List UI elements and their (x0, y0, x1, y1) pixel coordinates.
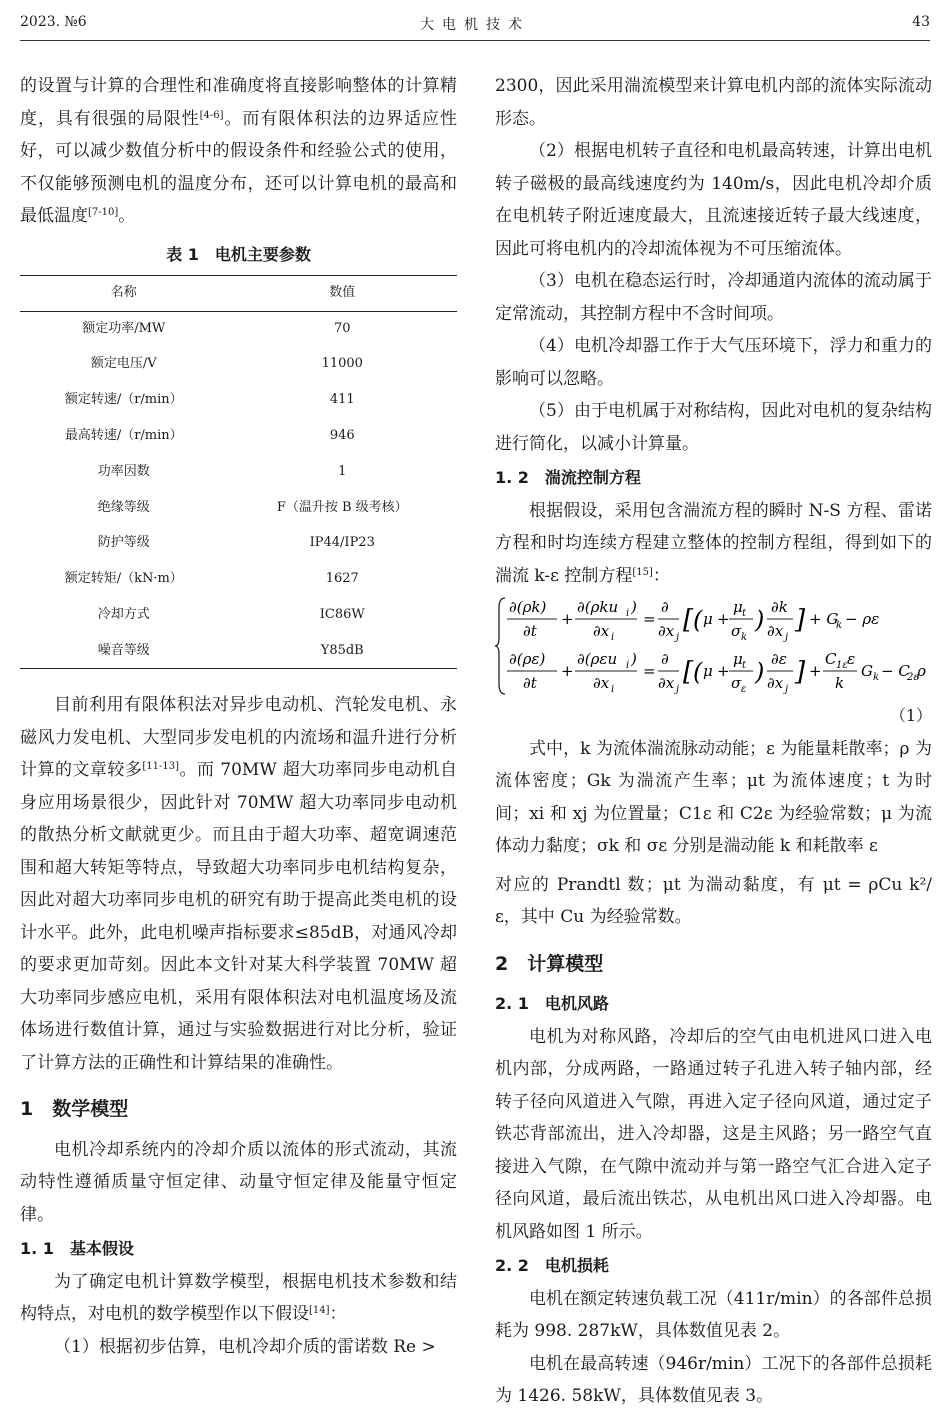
table-row: 额定功率/MW 70 (82, 320, 351, 336)
svg-text:∂: ∂ (661, 598, 669, 616)
journal-title: 大电机技术 (420, 17, 530, 33)
svg-text:∂(ρku: ∂(ρku (577, 598, 619, 616)
svg-text:2ε: 2ε (907, 672, 919, 683)
svg-text:∂t: ∂t (523, 622, 537, 640)
paragraph: 电机在最高转速（946r/min）工况下的各部件总损耗为 1426. 58kW，具体数值见表 3。 (495, 1353, 932, 1406)
svg-text:+: + (717, 662, 730, 680)
paragraph: 电机冷却系统内的冷却介质以流体的形式流动，其流动特性遵循质量守恒定律、动量守恒定律及能量守恒定律。 (20, 1139, 457, 1225)
section-heading: 1 数学模型 (20, 1098, 129, 1121)
svg-text:∂x: ∂x (593, 674, 610, 692)
subsection-heading: 2. 1 电机风路 (495, 994, 609, 1013)
svg-text:σ: σ (731, 674, 742, 692)
svg-text:]: ] (795, 657, 806, 687)
svg-text:j: j (676, 684, 680, 695)
paragraph: 式中，k 为流体湍流脉动动能；ε 为能量耗散率；ρ 为流体密度；Gk 为湍流产生率；μt 为流体速度；t 为时间；xi 和 xj 为位置量；C1ε 和 C2ε 为经验常数；μ 为流体动力黏度；σk 和 σε 分别是湍动能 k 和耗散率 ε (495, 738, 932, 856)
table-header-row (20, 276, 457, 312)
svg-text:∂t: ∂t (523, 674, 537, 692)
svg-text:t: t (742, 660, 747, 671)
citation: [4-6] (199, 109, 224, 121)
page-number: 43 (912, 14, 930, 30)
svg-text:∂x: ∂x (658, 622, 675, 640)
svg-text:k: k (835, 674, 845, 692)
svg-text:+ G: + G (809, 610, 839, 628)
table-row: 额定电压/V 11000 (90, 356, 363, 372)
svg-text:∂k: ∂k (771, 598, 788, 616)
svg-text:∂x: ∂x (767, 674, 784, 692)
svg-text:]: ] (795, 605, 806, 635)
citation: [11-13] (142, 761, 179, 773)
svg-text:(: ( (693, 606, 703, 634)
svg-text:G: G (861, 662, 873, 680)
paragraph: 目前利用有限体积法对异步电动机、汽轮发电机、永磁风力发电机、大型同步发电机的内流场和温升进行分析计算的文章较多[11-13]。而 70MW 超大功率同步电动机自身应用场景很少，因此针对 70MW 超大功率同步电动机的散热分析文献就更少。而且由于超大功率、超宽调速范围和超大转矩等特点，导致超大功率同步电机结构复杂，因此对超大功率同步电机的研究有助于提高此类电机的设计水平。此外，此电机噪声指标要求≤85dB，对通风冷却的要求更加苛刻。因此本文针对某大科学装置 70MW 超大功率同步感应电机，采用有限体积法对电机温度场及流体场进行数值计算，通过与实验数据进行对比分析，验证了计算方法的正确性和计算结果的准确性。 (20, 695, 457, 1073)
svg-text:(: ( (693, 658, 703, 686)
paragraph: （2）根据电机转子直径和电机最高转速，计算出电机转子磁极的最高线速度约为 140m/s，因此电机冷却介质在电机转子附近速度最大，且流速接近转子最大线速度，因此可将电机内的冷却流体视为不可压缩流体。 (495, 141, 932, 259)
svg-text:∂x: ∂x (658, 674, 675, 692)
table-row: 防护等级 IP44/IP23 (97, 535, 375, 551)
table-header: 名称 (110, 285, 137, 300)
table-row: 额定转速/（r/min） 411 (64, 392, 355, 408)
svg-text:[: [ (683, 605, 694, 635)
svg-text:k: k (873, 672, 880, 683)
table-caption: 表 1 电机主要参数 (166, 244, 311, 264)
parameter-table (20, 275, 457, 669)
table-row: 额定转矩/（kN·m） 1627 (64, 571, 359, 587)
paragraph: 电机在额定转速负载工况（411r/min）的各部件总损耗为 998. 287kW，具体数值见表 2。 (495, 1288, 932, 1341)
svg-text:j: j (676, 632, 680, 643)
svg-text:∂(ρε): ∂(ρε) (509, 650, 546, 668)
svg-text:): ) (755, 658, 765, 686)
svg-text:1ε: 1ε (836, 660, 848, 671)
table-row: 最高转速/（r/min） 946 (64, 428, 355, 444)
citation: [14] (309, 1305, 330, 1317)
table-row: 绝缘等级 F（温升按 B 级考核） (97, 499, 408, 515)
svg-text:ρ: ρ (917, 662, 926, 680)
paragraph: 2300，因此采用湍流模型来计算电机内部的流体实际流动形态。 (495, 76, 932, 129)
svg-text:t: t (742, 608, 747, 619)
table-header: 数值 (329, 285, 356, 300)
svg-text:=: = (643, 662, 656, 680)
subsection-heading: 1. 1 基本假设 (20, 1239, 134, 1259)
svg-text:∂x: ∂x (767, 622, 784, 640)
svg-text:+: + (809, 662, 822, 680)
equation-number: （1） (889, 706, 932, 725)
section-heading: 2 计算模型 (495, 952, 604, 975)
svg-text:σ: σ (731, 622, 742, 640)
svg-text:+: + (561, 662, 574, 680)
svg-text:): ) (631, 650, 637, 668)
svg-text:i: i (626, 608, 630, 619)
subsection-heading: 2. 2 电机损耗 (495, 1256, 609, 1275)
svg-text:− ρε: − ρε (845, 610, 880, 628)
svg-text:ε: ε (847, 650, 856, 668)
svg-text:j: j (785, 632, 789, 643)
table-row: 冷却方式 IC86W (97, 607, 365, 623)
svg-text:μ: μ (733, 598, 743, 616)
table-row: 功率因数 1 (97, 463, 347, 479)
paragraph: 对应的 Prandtl 数；μt 为湍动黏度，有 μt = ρCu k²/ε，其中 Cu 为经验常数。 (495, 874, 932, 927)
svg-text:∂ε: ∂ε (771, 650, 787, 668)
svg-text:): ) (755, 606, 765, 634)
paragraph: （5）由于电机属于对称结构，因此对电机的复杂结构进行简化，以减小计算量。 (495, 401, 932, 454)
left-column (20, 70, 457, 1363)
paragraph: 的设置与计算的合理性和准确度将直接影响整体的计算精度，具有很强的局限性[4-6]。而有限体积法的边界适应性好，可以减少数值分析中的假设条件和经验公式的使用，不仅能够预测电机的温度分布，还可以计算电机的最高和最低温度[7-10]。 (20, 76, 458, 226)
svg-text:k: k (836, 620, 843, 631)
subsection-heading: 1. 2 湍流控制方程 (495, 468, 641, 487)
paragraph: 根据假设，采用包含湍流方程的瞬时 N-S 方程、雷诺方程和时均连续方程建立整体的控制方程组，得到如下的湍流 k-ε 控制方程[15]： (495, 500, 932, 586)
citation: [15] (632, 566, 653, 578)
k-epsilon-equation (495, 592, 932, 700)
paragraph: （4）电机冷却器工作于大气压环境下，浮力和重力的影响可以忽略。 (495, 336, 932, 389)
citation: [7-10] (88, 207, 119, 218)
right-column (495, 70, 932, 1413)
svg-text:+: + (717, 610, 730, 628)
table-row: 噪音等级 Y85dB (20, 633, 457, 669)
page-header (20, 14, 930, 36)
svg-text:j: j (785, 684, 789, 695)
svg-text:i: i (626, 660, 630, 671)
svg-text:i: i (611, 632, 615, 643)
svg-text:∂(ρk): ∂(ρk) (509, 598, 547, 616)
svg-text:[: [ (683, 657, 694, 687)
svg-text:=: = (643, 610, 656, 628)
svg-text:C: C (825, 650, 837, 668)
svg-text:ε: ε (741, 684, 747, 695)
issue-number: 2023. №6 (20, 14, 87, 30)
svg-text:μ: μ (733, 650, 743, 668)
svg-text:): ) (631, 598, 637, 616)
svg-text:∂(ρεu: ∂(ρεu (577, 650, 618, 668)
svg-text:+: + (561, 610, 574, 628)
svg-text:μ: μ (703, 662, 713, 680)
svg-text:∂x: ∂x (593, 622, 610, 640)
paragraph: 电机为对称风路，冷却后的空气由电机进风口进入电机内部，分成两路，一路通过转子孔进入转子轴内部，经转子径向风道进入气隙，再进入定子径向风道，通过定子铁芯背部流出，进入冷却器，这是主风路；另一路空气直接进入气隙，在气隙中流动并与第一路空气汇合进入定子径向风道，最后流出铁芯，从电机出风口进入冷却器。电机风路如图 1 所示。 (495, 1026, 932, 1242)
svg-text:k: k (741, 632, 748, 643)
svg-text:μ: μ (703, 610, 713, 628)
header-rule (20, 40, 930, 41)
paragraph: 为了确定电机计算数学模型，根据电机技术参数和结构特点，对电机的数学模型作以下假设[14]： (20, 1271, 457, 1325)
svg-text:∂: ∂ (661, 650, 669, 668)
paragraph: （1）根据初步估算，电机冷却介质的雷诺数 Re > (54, 1336, 436, 1357)
paragraph: （3）电机在稳态运行时，冷却通道内流体的流动属于定常流动，其控制方程中不含时间项。 (495, 271, 932, 324)
svg-text:− C: − C (881, 662, 910, 680)
svg-text:i: i (611, 684, 615, 695)
